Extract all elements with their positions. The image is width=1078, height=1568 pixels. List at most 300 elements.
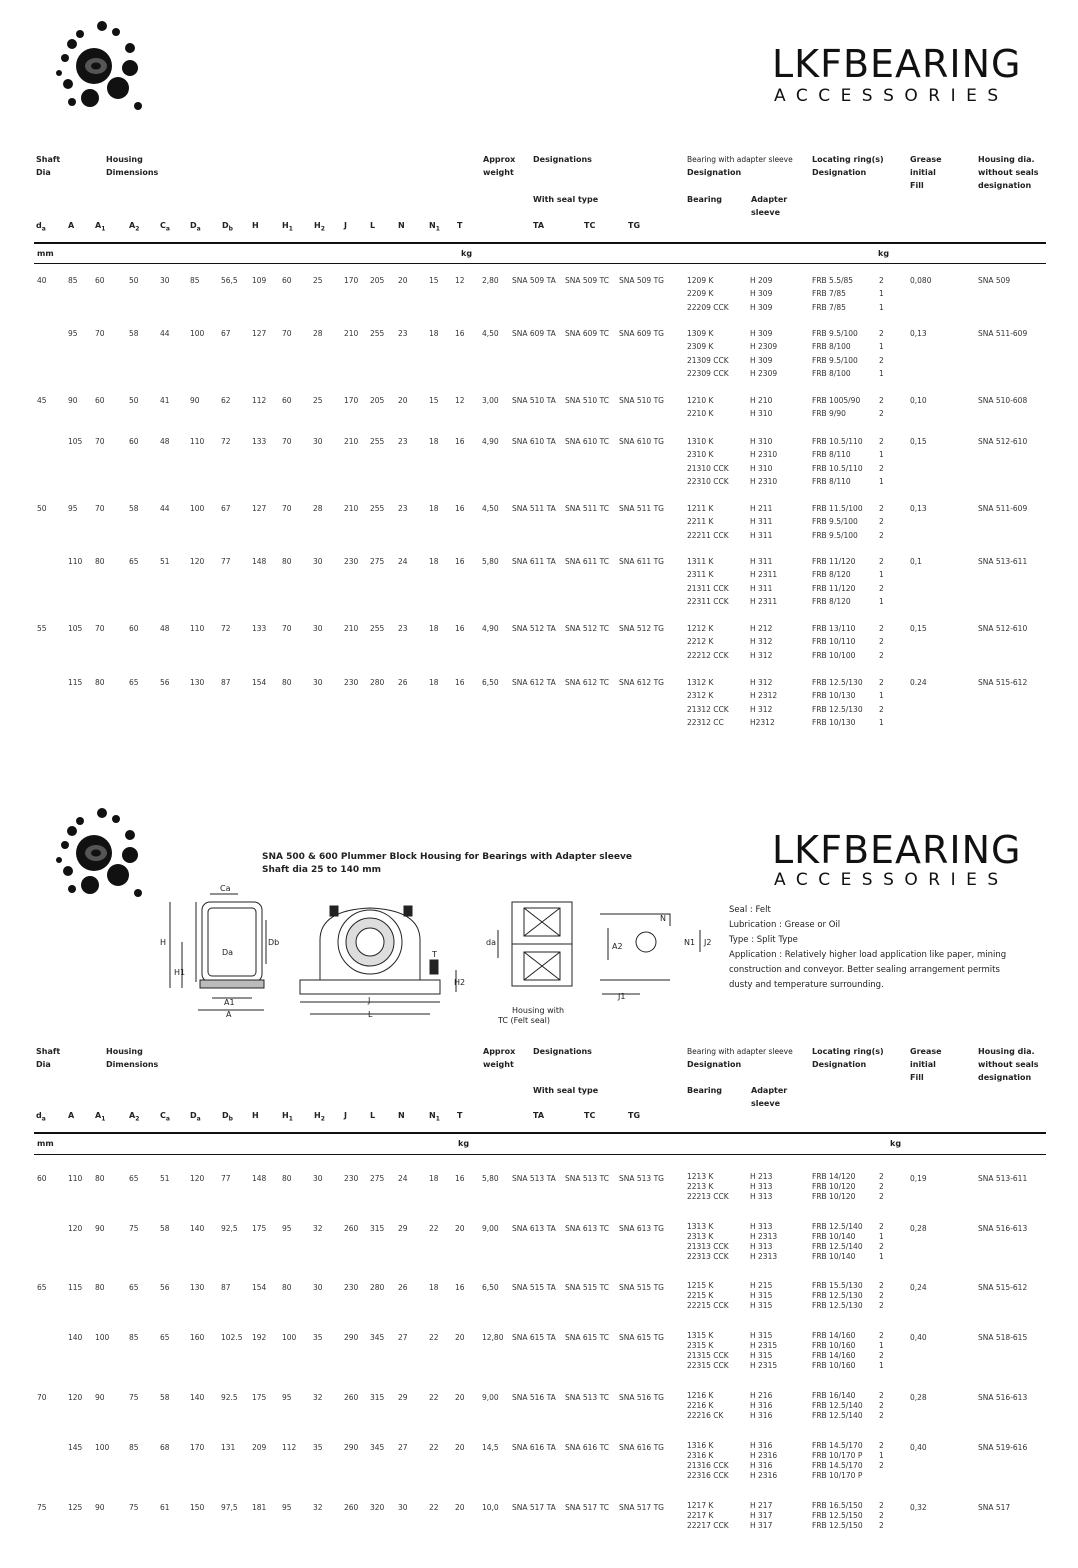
cell-qt: 1: [879, 302, 884, 312]
cell-kg: 9,00: [482, 1224, 499, 1233]
cell-tg: SNA 615 TG: [619, 1333, 664, 1342]
cell-ring: FRB 1005/90: [812, 396, 861, 405]
cell-n: 26: [398, 1283, 408, 1292]
cell-n1: 18: [429, 504, 439, 513]
cell-tg: SNA 512 TG: [619, 624, 664, 633]
cell-adapter: H 315: [750, 1301, 773, 1310]
cell-h1: 112: [282, 1443, 297, 1452]
label-t: T: [432, 950, 437, 959]
seal-type-header: TG: [628, 221, 641, 230]
cell-d: 45: [37, 396, 47, 405]
note-application-3: dusty and temperature surrounding.: [729, 980, 884, 990]
cell-h2: 32: [313, 1503, 323, 1512]
cell-qt: 2: [879, 1391, 884, 1400]
cell-ring: FRB 10/160: [812, 1361, 856, 1370]
cell-qt: 2: [879, 409, 884, 419]
cell-da: 120: [190, 557, 205, 566]
cell-qt: 2: [879, 1521, 884, 1530]
cell-bearing: 1310 K: [687, 437, 714, 446]
cell-j: 230: [344, 1174, 359, 1183]
cell-da: 100: [190, 504, 205, 513]
cell-h2: 30: [313, 678, 323, 687]
label-db: Db: [268, 938, 280, 947]
cell-ta: SNA 510 TA: [512, 396, 556, 405]
cell-ta: SNA 613 TA: [512, 1224, 556, 1233]
cell-bearing: 22313 CCK: [687, 1252, 729, 1261]
cell-ring: FRB 8/100: [812, 368, 851, 378]
cell-hdes: SNA 516-613: [978, 1224, 1028, 1233]
cell-h1: 80: [282, 1174, 292, 1183]
cell-d: 65: [37, 1283, 47, 1292]
cell-qt: 1: [879, 1341, 884, 1350]
cell-da: 140: [190, 1224, 205, 1233]
cell-h2: 28: [313, 504, 323, 513]
cell-n: 27: [398, 1443, 408, 1452]
cell-n1: 18: [429, 1283, 439, 1292]
column-symbol: T: [457, 1111, 463, 1120]
brand-logo-icon: [50, 805, 160, 905]
cell-n: 24: [398, 1174, 408, 1183]
cell-ring: FRB 11/120: [812, 557, 856, 566]
cell-h: 209: [252, 1443, 267, 1452]
cell-hdes: SNA 512-610: [978, 437, 1028, 446]
cell-t: 20: [455, 1443, 465, 1452]
cell-ring: FRB 10/140: [812, 1232, 856, 1241]
cell-qt: 2: [879, 704, 884, 714]
brand-subtitle: ACCESSORIES: [774, 86, 1009, 106]
cell-tc: SNA 616 TC: [565, 1443, 609, 1452]
cell-n1: 18: [429, 557, 439, 566]
column-symbol: $D_a$: [190, 221, 201, 233]
label-a2: A2: [612, 942, 623, 951]
cell-d: 70: [37, 1393, 47, 1402]
cell-ring: FRB 10/110: [812, 637, 856, 647]
cell-kg: 4,50: [482, 504, 499, 513]
cell-h2: 30: [313, 557, 323, 566]
cell-a: 140: [68, 1333, 83, 1342]
note-application-1: Application : Relatively higher load application like paper, mining: [729, 950, 1007, 960]
cell-ring: FRB 10/140: [812, 1252, 856, 1261]
cell-ring: FRB 16.5/150: [812, 1501, 863, 1510]
cell-adapter: H 310: [750, 463, 773, 473]
cell-h: 181: [252, 1503, 267, 1512]
column-symbol: $C_a$: [160, 221, 170, 233]
cell-qt: 2: [879, 1411, 884, 1420]
cell-h2: 30: [313, 437, 323, 446]
cell-ring: FRB 11.5/100: [812, 504, 863, 513]
cell-a2: 65: [129, 557, 139, 566]
seal-type-header: TA: [533, 221, 545, 230]
cell-qt: 1: [879, 342, 884, 352]
cell-a1: 70: [95, 437, 105, 446]
cell-qt: 2: [879, 1291, 884, 1300]
spec-notes: [729, 903, 1059, 993]
cell-bearing: 2216 K: [687, 1401, 714, 1410]
cell-a2: 60: [129, 437, 139, 446]
cell-bearing: 2309 K: [687, 342, 714, 352]
cell-adapter: H 312: [750, 637, 773, 647]
cell-j: 210: [344, 624, 359, 633]
cell-adapter: H 212: [750, 624, 773, 633]
cell-bearing: 1213 K: [687, 1172, 714, 1181]
cell-h: 127: [252, 329, 267, 338]
cell-hdes: SNA 516-613: [978, 1393, 1028, 1402]
brand-title: LKFBEARING: [772, 42, 1022, 86]
cell-tg: SNA 611 TG: [619, 557, 664, 566]
brand-logo-icon: [50, 18, 160, 118]
cell-a2: 75: [129, 1503, 139, 1512]
seal-type-header: TG: [628, 1111, 641, 1120]
cell-ta: SNA 609 TA: [512, 329, 556, 338]
header-grease: Grease initial Fill: [910, 155, 942, 190]
cell-tg: SNA 513 TG: [619, 1174, 664, 1183]
cell-adapter: H 317: [750, 1521, 773, 1530]
cell-j: 210: [344, 437, 359, 446]
cell-ca: 30: [160, 276, 170, 285]
column-symbol: $D_b$: [222, 221, 233, 233]
cell-adapter: H 312: [750, 678, 773, 687]
cell-a: 90: [68, 396, 78, 405]
cell-ring: FRB 9.5/100: [812, 530, 858, 540]
cell-bearing: 1312 K: [687, 678, 714, 687]
cell-h2: 25: [313, 396, 323, 405]
cell-bearing: 1211 K: [687, 504, 714, 513]
cell-bearing: 22309 CCK: [687, 368, 729, 378]
cell-adapter: H 2316: [750, 1471, 778, 1480]
cell-ring: FRB 9.5/100: [812, 517, 858, 527]
cell-adapter: H 310: [750, 437, 773, 446]
cell-n: 23: [398, 329, 408, 338]
unit-kg-grease-2: kg: [890, 1139, 902, 1148]
cell-bearing: 2210 K: [687, 409, 714, 419]
cell-bearing: 1315 K: [687, 1331, 714, 1340]
cell-qt: 2: [879, 1192, 884, 1201]
header-rule-2: [34, 1132, 1046, 1134]
column-symbol: T: [457, 221, 463, 230]
cell-qt: 2: [879, 1172, 884, 1181]
cell-t: 16: [455, 678, 465, 687]
column-symbol: $H_2$: [314, 1111, 325, 1123]
cell-adapter: H 316: [750, 1441, 773, 1450]
cell-bearing: 22312 CC: [687, 717, 724, 727]
cell-ring: FRB 10/130: [812, 691, 856, 701]
cell-adapter: H 316: [750, 1401, 773, 1410]
cell-da: 130: [190, 1283, 205, 1292]
cell-t: 16: [455, 557, 465, 566]
cell-tc: SNA 609 TC: [565, 329, 609, 338]
cell-ring: FRB 7/85: [812, 302, 846, 312]
cell-adapter: H 315: [750, 1351, 773, 1360]
cell-a: 120: [68, 1393, 83, 1402]
cell-kg: 4,50: [482, 329, 499, 338]
cell-qt: 1: [879, 1361, 884, 1370]
note-lubrication: Lubrication : Grease or Oil: [729, 920, 841, 930]
cell-ring: FRB 12.5/130: [812, 704, 863, 714]
cell-l: 205: [370, 276, 385, 285]
cell-grease: 0,080: [910, 276, 932, 285]
header-housing: Housing Dimensions: [106, 155, 159, 177]
cell-bearing: 22217 CCK: [687, 1521, 729, 1530]
cell-h1: 70: [282, 437, 292, 446]
cell-bearing: 21312 CCK: [687, 704, 729, 714]
cell-h2: 32: [313, 1224, 323, 1233]
header-bearing-adapter: Bearing with adapter sleeve Designation: [687, 155, 793, 177]
cell-l: 255: [370, 437, 385, 446]
cell-a2: 58: [129, 504, 139, 513]
header-rule: [34, 242, 1046, 244]
seal-type-header: TC: [584, 221, 596, 230]
cell-hdes: SNA 519-616: [978, 1443, 1028, 1452]
cell-adapter: H 217: [750, 1501, 773, 1510]
cell-l: 275: [370, 557, 385, 566]
cell-da: 90: [190, 396, 200, 405]
cell-qt: 2: [879, 1351, 884, 1360]
cell-ring: FRB 12.5/130: [812, 1291, 863, 1300]
label-j2: J2: [704, 938, 712, 947]
cell-adapter: H 2315: [750, 1361, 778, 1370]
cell-h: 133: [252, 624, 267, 633]
cell-hdes: SNA 511-609: [978, 329, 1028, 338]
header-designations-2: Designations: [533, 1047, 592, 1056]
column-symbol: H: [252, 221, 259, 230]
cell-ring: FRB 14.5/170: [812, 1461, 863, 1470]
cell-adapter: H 2309: [750, 368, 778, 378]
cell-db: 62: [221, 396, 231, 405]
unit-mm-2: mm: [37, 1139, 54, 1148]
cell-l: 280: [370, 1283, 385, 1292]
cell-hdes: SNA 513-611: [978, 557, 1028, 566]
cell-j: 230: [344, 557, 359, 566]
cell-ring: FRB 11/120: [812, 583, 856, 593]
unit-rule: [34, 263, 1046, 264]
cell-n: 29: [398, 1393, 408, 1402]
cell-a1: 80: [95, 1174, 105, 1183]
column-symbol: J: [344, 1111, 347, 1120]
cell-ring: FRB 12.5/140: [812, 1222, 863, 1231]
cell-h: 127: [252, 504, 267, 513]
cell-ca: 48: [160, 437, 170, 446]
cell-kg: 5,80: [482, 557, 499, 566]
cell-adapter: H 2313: [750, 1252, 778, 1261]
cell-kg: 6,50: [482, 1283, 499, 1292]
cell-ring: FRB 10/170 P: [812, 1451, 863, 1460]
cell-da: 110: [190, 437, 205, 446]
cell-tc: SNA 517 TC: [565, 1503, 609, 1512]
cell-qt: 1: [879, 450, 884, 460]
cell-da: 170: [190, 1443, 205, 1452]
cell-grease: 0,15: [910, 624, 927, 633]
cell-adapter: H 310: [750, 409, 773, 419]
cell-bearing: 1215 K: [687, 1281, 714, 1290]
cell-n: 30: [398, 1503, 408, 1512]
header-bearing-adapter-2: Bearing with adapter sleeve Designation: [687, 1047, 793, 1069]
cell-adapter: H 316: [750, 1411, 773, 1420]
cell-grease: 0,40: [910, 1443, 927, 1452]
cell-ring: FRB 10.5/110: [812, 463, 863, 473]
cell-db: 131: [221, 1443, 236, 1452]
cell-bearing: 1210 K: [687, 396, 714, 405]
cell-t: 16: [455, 1283, 465, 1292]
header-shaft-2: Shaft Dia: [36, 1047, 61, 1069]
cell-a1: 90: [95, 1503, 105, 1512]
cell-da: 85: [190, 276, 200, 285]
cell-ring: FRB 10/130: [812, 717, 856, 727]
cell-tc: SNA 610 TC: [565, 437, 609, 446]
cell-qt: 1: [879, 476, 884, 486]
cell-qt: 2: [879, 624, 884, 633]
seal-type-header: TA: [533, 1111, 545, 1120]
header-housing-2: Housing Dimensions: [106, 1047, 159, 1069]
cell-l: 255: [370, 329, 385, 338]
cell-qt: 1: [879, 570, 884, 580]
cell-bearing: 1309 K: [687, 329, 714, 338]
column-symbol: $C_a$: [160, 1111, 170, 1123]
cell-a: 125: [68, 1503, 83, 1512]
cell-bearing: 1217 K: [687, 1501, 714, 1510]
cell-qt: 2: [879, 1222, 884, 1231]
cell-bearing: 2215 K: [687, 1291, 714, 1300]
cell-t: 16: [455, 1174, 465, 1183]
cell-bearing: 2316 K: [687, 1451, 714, 1460]
cell-db: 102.5: [221, 1333, 243, 1342]
unit-kg: kg: [461, 249, 473, 258]
cell-h1: 70: [282, 504, 292, 513]
label-ca: Ca: [220, 884, 231, 893]
cell-j: 260: [344, 1224, 359, 1233]
cell-ring: FRB 10/120: [812, 1192, 856, 1201]
column-symbol: A: [68, 221, 75, 230]
cell-da: 130: [190, 678, 205, 687]
column-symbol: $A_1$: [95, 1111, 106, 1123]
cell-bearing: 2209 K: [687, 289, 714, 299]
header-shaft: Shaft Dia: [36, 155, 61, 177]
unit-mm: mm: [37, 249, 54, 258]
cell-ring: FRB 10/170 P: [812, 1471, 863, 1480]
cell-a2: 65: [129, 1283, 139, 1292]
column-symbol: J: [344, 221, 347, 230]
cell-d: 50: [37, 504, 47, 513]
cell-a: 145: [68, 1443, 83, 1452]
header-adapter: Adapter sleeve: [751, 195, 788, 217]
column-symbol: H: [252, 1111, 259, 1120]
cell-h1: 80: [282, 678, 292, 687]
cell-hdes: SNA 518-615: [978, 1333, 1028, 1342]
cell-n1: 18: [429, 1174, 439, 1183]
cell-bearing: 2213 K: [687, 1182, 714, 1191]
label-h2: H2: [454, 978, 466, 987]
cell-adapter: H 209: [750, 276, 773, 285]
header-grease-2: Grease initial Fill: [910, 1047, 942, 1082]
cell-h: 154: [252, 678, 267, 687]
cell-a2: 60: [129, 624, 139, 633]
cell-a1: 70: [95, 329, 105, 338]
cell-qt: 2: [879, 1401, 884, 1410]
header-housing-dia-2: Housing dia. without seals designation: [978, 1047, 1039, 1082]
cell-hdes: SNA 511-609: [978, 504, 1028, 513]
cell-adapter: H 316: [750, 1461, 773, 1470]
note-seal: Seal : Felt: [729, 905, 771, 915]
cell-bearing: 1212 K: [687, 624, 714, 633]
cell-grease: 0,19: [910, 1174, 927, 1183]
cell-a1: 60: [95, 276, 105, 285]
header-designations: Designations: [533, 155, 592, 164]
cell-qt: 2: [879, 1511, 884, 1520]
cell-bearing: 1313 K: [687, 1222, 714, 1231]
cell-adapter: H 210: [750, 396, 773, 405]
cell-db: 77: [221, 1174, 231, 1183]
cell-bearing: 22211 CCK: [687, 530, 729, 540]
cell-adapter: H 313: [750, 1242, 773, 1251]
cell-n: 20: [398, 396, 408, 405]
cell-h2: 35: [313, 1443, 323, 1452]
cell-hdes: SNA 515-612: [978, 1283, 1028, 1292]
header-approx-weight: Approx weight: [483, 155, 516, 177]
column-symbol: $H_2$: [314, 221, 325, 233]
cell-qt: 2: [879, 1281, 884, 1290]
cell-l: 345: [370, 1333, 385, 1342]
cell-a2: 58: [129, 329, 139, 338]
cell-t: 16: [455, 504, 465, 513]
cell-h: 148: [252, 1174, 267, 1183]
cell-ring: FRB 16/140: [812, 1391, 856, 1400]
cell-kg: 14,5: [482, 1443, 499, 1452]
cell-ca: 44: [160, 504, 170, 513]
cell-adapter: H 2315: [750, 1341, 778, 1350]
cell-tc: SNA 513 TC: [565, 1393, 609, 1402]
column-symbol: L: [370, 1111, 376, 1120]
cell-da: 110: [190, 624, 205, 633]
cell-ring: FRB 12.5/150: [812, 1521, 863, 1530]
cell-j: 230: [344, 678, 359, 687]
cell-grease: 0,40: [910, 1333, 927, 1342]
cell-h1: 95: [282, 1393, 292, 1402]
cell-ta: SNA 616 TA: [512, 1443, 556, 1452]
cell-d: 55: [37, 624, 47, 633]
cell-bearing: 2212 K: [687, 637, 714, 647]
cell-h2: 30: [313, 624, 323, 633]
cell-qt: 2: [879, 530, 884, 540]
cell-ring: FRB 12.5/140: [812, 1242, 863, 1251]
cell-l: 315: [370, 1224, 385, 1233]
cell-adapter: H 311: [750, 583, 773, 593]
column-symbol: $H_1$: [282, 1111, 293, 1123]
cell-h2: 25: [313, 276, 323, 285]
cell-qt: 2: [879, 329, 884, 338]
cell-ring: FRB 9.5/100: [812, 355, 858, 365]
cell-kg: 3,00: [482, 396, 499, 405]
cell-qt: 1: [879, 1252, 884, 1261]
cell-bearing: 21311 CCK: [687, 583, 729, 593]
brand-title-2: LKFBEARING: [772, 828, 1022, 872]
cell-adapter: H 313: [750, 1222, 773, 1231]
column-symbol: $A_1$: [95, 221, 106, 233]
cell-bearing: 2211 K: [687, 517, 714, 527]
cell-d: 75: [37, 1503, 47, 1512]
cell-tc: SNA 611 TC: [565, 557, 609, 566]
cell-ring: FRB 10/100: [812, 650, 856, 660]
cell-n: 23: [398, 504, 408, 513]
cell-ring: FRB 14/120: [812, 1172, 856, 1181]
cell-a: 95: [68, 504, 78, 513]
cell-ring: FRB 14/160: [812, 1331, 856, 1340]
cell-db: 97,5: [221, 1503, 238, 1512]
cell-a2: 85: [129, 1443, 139, 1452]
cell-adapter: H 312: [750, 650, 773, 660]
cell-t: 16: [455, 329, 465, 338]
cell-ta: SNA 610 TA: [512, 437, 556, 446]
cell-j: 210: [344, 329, 359, 338]
cell-qt: 2: [879, 355, 884, 365]
